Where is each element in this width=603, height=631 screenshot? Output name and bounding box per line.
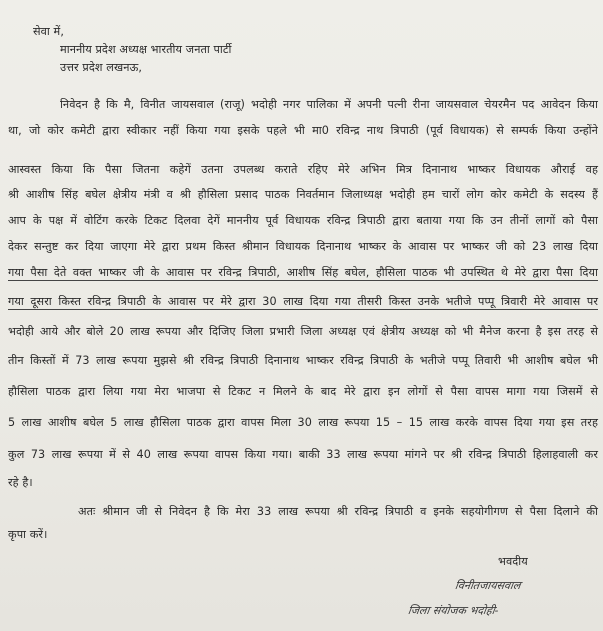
signature-title: जिला संयोजक भदोही- — [407, 604, 500, 617]
request-line-2: कृपा करें। — [8, 528, 48, 541]
body-line-2: था, जो कोर कमेटी द्वारा स्वीकार नहीं किया गया इसके पहले भी मा0 रविन्द्र नाथ त्रिपाठी (पूर्व विधायक) से सम्पर्क किया उन्होंने — [8, 124, 598, 137]
body-line-13: कुल 73 लाख रूपया में से 40 लाख रूपया वापस किया गया। बाकी 33 लाख रूपया मांगने पर श्री रविन्द्र त्रिपाठी हिलाहवाली कर — [8, 448, 598, 461]
addressee-line-1: माननीय प्रदेश अध्यक्ष भारतीय जनता पार्टी — [60, 43, 232, 56]
body-line-7: गया पैसा देते वक्त भाष्कर जी के आवास पर रविन्द्र त्रिपाठी, आशीष सिंह बघेल, हौसिला पाठक भी उपस्थित थे मेरे द्वारा पैसा दिया — [8, 266, 598, 279]
body-line-10: तीन किस्तों में 73 लाख रूपया मुझसे श्री रविन्द्र त्रिपाठी दिनानाथ भाष्कर रविन्द्र त्रिपाठी के भतीजे पप्पू तिवारी भी आशीष बघेल भी — [8, 354, 598, 367]
closing: भवदीय — [498, 555, 528, 568]
signature: विनीतजायसवाल — [454, 579, 522, 592]
body-line-1: निवेदन है कि मै, विनीत जायसवाल (राजू) भदोही नगर पालिका में अपनी पत्नी रीना जायसवाल चेयरमैन पद आवेदन किया — [60, 98, 598, 111]
body-line-12: 5 लाख आशीष बघेल 5 लाख हौसिला पाठक द्वारा वापस मिला 30 लाख रूपया 15 – 15 लाख करके वापस दिया गया इस तरह — [8, 416, 598, 429]
body-line-3: आस्वस्त किया कि पैसा जितना कहेगें उतना उपलब्ध कराते रहिए मेरे अभिन मित्र दिनानाथ भाष्कर विधायक औराई वह — [8, 163, 598, 176]
body-line-8: गया दूसरा किस्त रविन्द्र त्रिपाठी के आवास पर मेरे द्वारा 30 लाख दिया गया तीसरी किस्त उनके भतीजे पप्पू त्रिवारी मेरे आवास पर — [8, 295, 598, 308]
body-line-11: हौसिला पाठक द्वारा लिया गया मेरा भाजपा से टिकट न मिलने के बाद मेरे द्वारा इन लोगों से पैसा वापस मागा गया जिसमें से — [8, 385, 598, 398]
salutation: सेवा में, — [33, 25, 64, 38]
request-line-1: अतः श्रीमान जी से निवेदन है कि मेरा 33 लाख रूपया श्री रविन्द्र त्रिपाठी व इनके सहयोगीगण से पैसा दिलाने की — [78, 505, 598, 518]
addressee-line-2: उत्तर प्रदेश लखनऊ, — [60, 61, 143, 74]
body-line-6: देकर सन्तुष्ट कर दिया जाएगा मेरे द्वारा प्रथम किस्त श्रीमान विधायक दिनानाथ भाष्कर के आवास पर भाष्कर जी को 23 लाख दिया — [8, 240, 598, 253]
body-line-9: भदोही आये और बोले 20 लाख रूपया और दिजिए जिला प्रभारी जिला अध्यक्ष एवं क्षेत्रीय अध्यक्ष को भी मैनेज करना है इस तरह से — [8, 325, 598, 338]
body-line-14: रहे है। — [8, 476, 33, 489]
body-line-5: आप के पक्ष में वोटिंग करके टिकट दिलवा देगें माननीय पूर्व विधायक रविन्द्र त्रिपाठी द्वारा बताया गया कि उन तीनों लागों को पैसा — [8, 214, 598, 227]
body-line-4: श्री आशीष सिंह बघेल क्षेत्रीय मंत्री व श्री हौसिला प्रसाद पाठक निवर्तमान जिलाध्यक्ष भदोही हम चारों लोग कोर कमेटी के सदस्य हैं — [8, 188, 598, 201]
